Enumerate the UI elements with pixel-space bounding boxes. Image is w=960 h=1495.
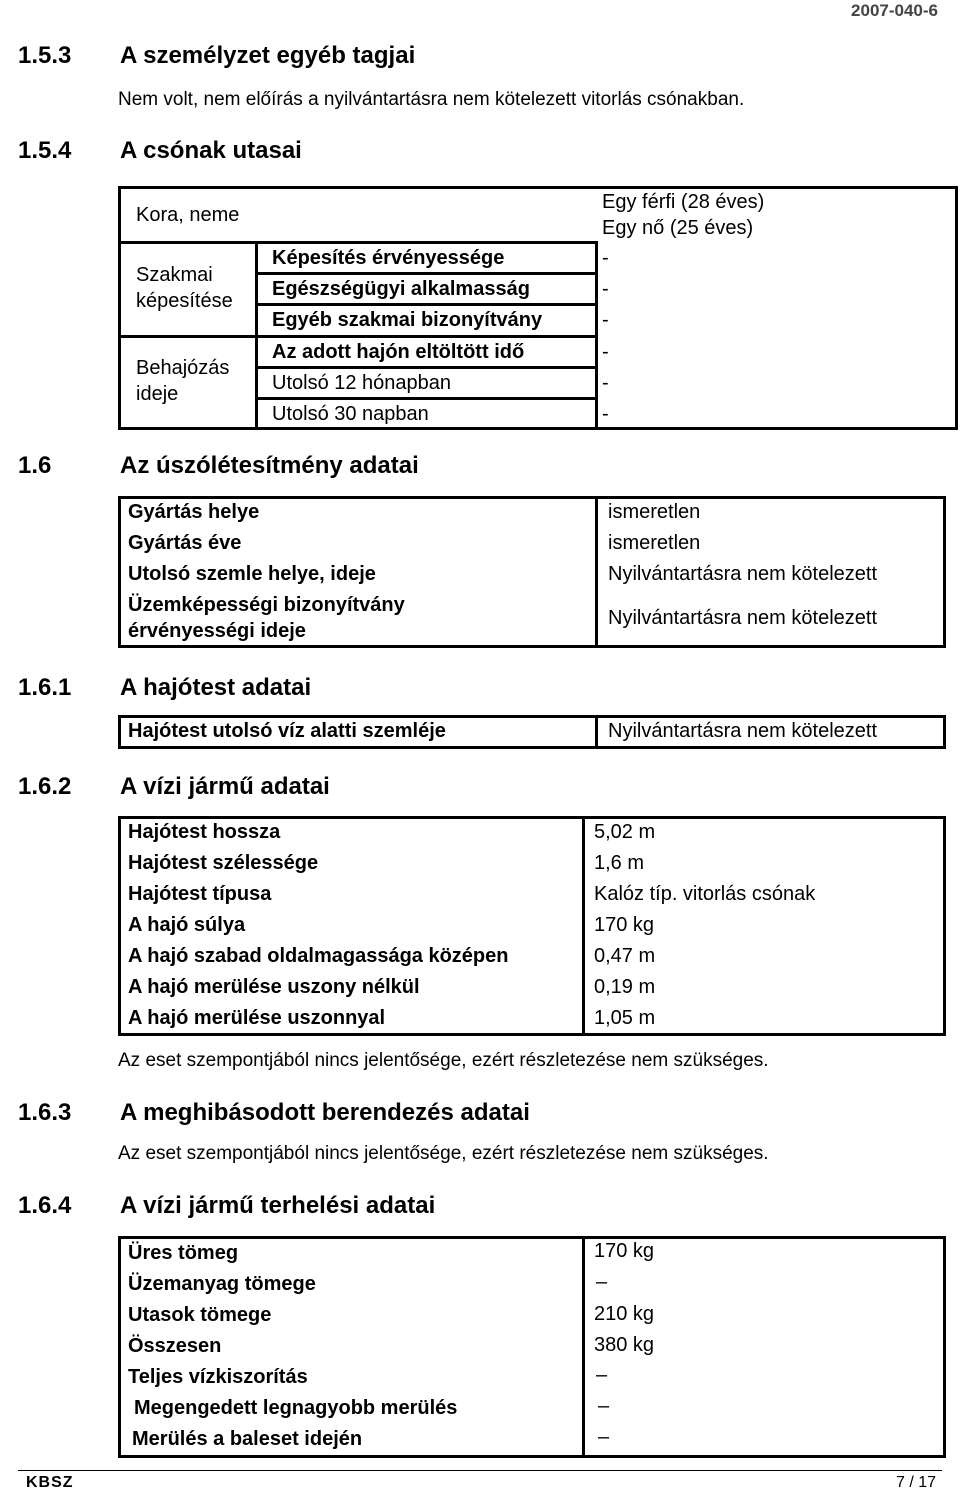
section-1-5-3-heading bbox=[18, 42, 918, 72]
section-number: 1.5.3 bbox=[18, 42, 72, 69]
load-row-label: Teljes vízkiszorítás bbox=[128, 1366, 308, 1388]
load-row-value: – bbox=[596, 1271, 608, 1293]
section-1-6-2-note: Az eset szempontjából nincs jelentősége, ezért részletezése nem szükséges. bbox=[118, 1050, 769, 1071]
vessel-row-value: ismeretlen bbox=[608, 532, 701, 554]
load-row-label: Összesen bbox=[128, 1335, 222, 1357]
load-row-label: Üres tömeg bbox=[128, 1242, 239, 1264]
section-title: A vízi jármű terhelési adatai bbox=[120, 1192, 436, 1219]
qual-row-value: - bbox=[602, 309, 609, 331]
vessel-row-value: Nyilvántartásra nem kötelezett bbox=[608, 607, 878, 629]
section-1-5-3-text: Nem volt, nem előírás a nyilvántartásra nem kötelezett vitorlás csónakban. bbox=[118, 89, 745, 110]
section-1-6-3-note: Az eset szempontjából nincs jelentősége, ezért részletezése nem szükséges. bbox=[118, 1143, 769, 1164]
load-row-value: – bbox=[598, 1426, 610, 1448]
section-number: 1.6.1 bbox=[18, 674, 72, 701]
boarding-label-2: ideje bbox=[136, 383, 179, 405]
section-title: A hajótest adatai bbox=[120, 674, 312, 701]
time-row-value: - bbox=[602, 403, 609, 425]
vessel-row-label: Üzemképességi bizonyítvány bbox=[128, 594, 405, 616]
load-row-value: – bbox=[596, 1364, 608, 1386]
section-1-6-4-heading bbox=[18, 1192, 918, 1222]
age-sex-label: Kora, neme bbox=[136, 204, 240, 226]
vessel-row-label: Utolsó szemle helye, ideje bbox=[128, 563, 376, 585]
load-row-label: Üzemanyag tömege bbox=[128, 1273, 316, 1295]
dimension-row-label: A hajó merülése uszony nélkül bbox=[128, 976, 420, 998]
load-row-value: 170 kg bbox=[594, 1240, 655, 1262]
load-row-value: 380 kg bbox=[594, 1334, 655, 1356]
dimension-row-value: 5,02 m bbox=[594, 821, 656, 843]
boarding-label-1: Behajózás bbox=[136, 357, 230, 379]
dimension-row-label: A hajó súlya bbox=[128, 914, 246, 936]
vessel-row-label-line2: érvényességi ideje bbox=[128, 620, 306, 642]
load-row-label: Megengedett legnagyobb merülés bbox=[134, 1397, 458, 1419]
dimension-row-label: Hajótest típusa bbox=[128, 883, 272, 905]
dimension-row-label: A hajó merülése uszonnyal bbox=[128, 1007, 386, 1029]
dimension-row-label: Hajótest szélessége bbox=[128, 852, 319, 874]
qualification-label-2: képesítése bbox=[136, 290, 233, 312]
dimension-row-value: 1,05 m bbox=[594, 1007, 656, 1029]
section-1-6-2-heading bbox=[18, 773, 918, 803]
section-1-6-1-heading bbox=[18, 674, 918, 704]
dimension-row-label: A hajó szabad oldalmagassága középen bbox=[128, 945, 509, 967]
vessel-row-label: Gyártás helye bbox=[128, 501, 260, 523]
section-title: A személyzet egyéb tagjai bbox=[120, 42, 416, 69]
section-1-6-heading bbox=[18, 452, 918, 482]
dimension-row-value: 170 kg bbox=[594, 914, 655, 936]
footer-rule bbox=[18, 1470, 942, 1471]
qual-row-value: - bbox=[602, 278, 609, 300]
section-number: 1.6 bbox=[18, 452, 52, 479]
section-title: Az úszólétesítmény adatai bbox=[120, 452, 419, 479]
section-1-5-4-heading bbox=[18, 137, 918, 167]
time-row-value: - bbox=[602, 341, 609, 363]
dimension-row-value: 0,19 m bbox=[594, 976, 656, 998]
time-row-value: - bbox=[602, 372, 609, 394]
vessel-row-label: Gyártás éve bbox=[128, 532, 242, 554]
vessel-row-value: ismeretlen bbox=[608, 501, 701, 523]
age-line-2: Egy nő (25 éves) bbox=[602, 217, 754, 239]
dimension-row-value: Kalóz típ. vitorlás csónak bbox=[594, 883, 816, 905]
page-number: 7 / 17 bbox=[895, 1474, 936, 1491]
qual-row-label: Képesítés érvényessége bbox=[272, 247, 505, 269]
hull-row-label: Hajótest utolsó víz alatti szemléje bbox=[128, 720, 446, 742]
section-number: 1.6.3 bbox=[18, 1099, 72, 1126]
hull-row-value: Nyilvántartásra nem kötelezett bbox=[608, 720, 878, 742]
qualification-label-1: Szakmai bbox=[136, 264, 213, 286]
load-row-value: 210 kg bbox=[594, 1303, 655, 1325]
load-row-label: Merülés a baleset idején bbox=[132, 1428, 363, 1450]
qual-row-value: - bbox=[602, 247, 609, 269]
qual-row-label: Egészségügyi alkalmasság bbox=[272, 278, 530, 300]
vessel-row-value: Nyilvántartásra nem kötelezett bbox=[608, 563, 878, 585]
section-title: A meghibásodott berendezés adatai bbox=[120, 1099, 530, 1126]
section-number: 1.5.4 bbox=[18, 137, 72, 164]
dimension-row-value: 1,6 m bbox=[594, 852, 645, 874]
kbsz-logo: KBSZ bbox=[26, 1474, 74, 1491]
dimension-row-label: Hajótest hossza bbox=[128, 821, 281, 843]
time-row-label: Az adott hajón eltöltött idő bbox=[272, 341, 525, 363]
time-row-label: Utolsó 12 hónapban bbox=[272, 372, 452, 394]
section-number: 1.6.4 bbox=[18, 1192, 72, 1219]
load-row-label: Utasok tömege bbox=[128, 1304, 272, 1326]
section-title: A vízi jármű adatai bbox=[120, 773, 330, 800]
load-row-value: – bbox=[598, 1395, 610, 1417]
time-row-label: Utolsó 30 napban bbox=[272, 403, 429, 425]
section-number: 1.6.2 bbox=[18, 773, 72, 800]
dimension-row-value: 0,47 m bbox=[594, 945, 656, 967]
qual-row-label: Egyéb szakmai bizonyítvány bbox=[272, 309, 543, 331]
section-1-6-3-heading bbox=[18, 1099, 918, 1129]
document-id: 2007-040-6 bbox=[851, 1, 938, 20]
section-title: A csónak utasai bbox=[120, 137, 302, 164]
age-line-1: Egy férfi (28 éves) bbox=[602, 191, 765, 213]
